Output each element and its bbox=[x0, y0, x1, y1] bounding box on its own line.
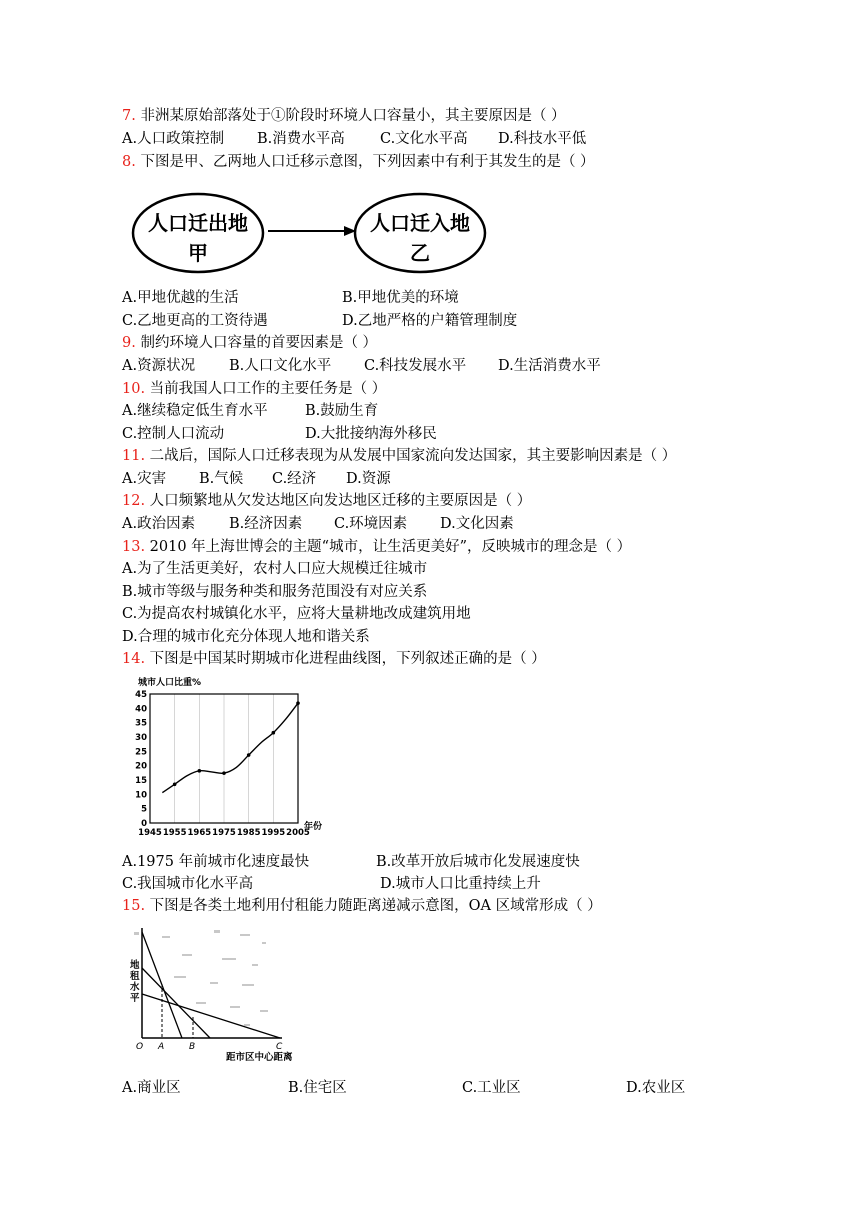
data-point bbox=[173, 783, 177, 787]
migration-diagram bbox=[130, 190, 500, 276]
question-stem: 人口频繁地从欠发达地区向发达地区迁移的主要原因是（ ） bbox=[145, 493, 532, 509]
option-a: A.为了生活更美好，农村人口应大规模迁往城市 bbox=[122, 561, 428, 577]
option-d: D.科技水平低 bbox=[498, 131, 587, 147]
option-b: B.甲地优美的环境 bbox=[342, 290, 459, 306]
question-12 bbox=[122, 491, 531, 511]
data-point bbox=[198, 769, 202, 773]
question-stem: 2010 年上海世博会的主题“城市，让生活更美好”，反映城市的理念是（ ） bbox=[145, 539, 632, 555]
data-point bbox=[296, 701, 300, 705]
option-c: C.文化水平高 bbox=[380, 131, 468, 147]
option-b: B.人口文化水平 bbox=[229, 358, 332, 374]
option-b: B.鼓励生育 bbox=[305, 403, 379, 419]
y-tick-label: 0 bbox=[141, 819, 147, 829]
y-tick-label: 30 bbox=[135, 733, 147, 743]
point-a-label: A bbox=[158, 1042, 165, 1052]
option-d: D.乙地严格的户籍管理制度 bbox=[342, 313, 518, 329]
option-b: B.改革开放后城市化发展速度快 bbox=[376, 854, 580, 870]
y-tick-label: 10 bbox=[135, 790, 147, 801]
question-number: 14. bbox=[122, 651, 146, 667]
option-d: D.大批接纳海外移民 bbox=[305, 426, 437, 442]
x-axis-title: 距市区中心距离 bbox=[226, 1052, 293, 1063]
y-axis-title-char: 平 bbox=[130, 993, 140, 1004]
x-tick-label: 1945 bbox=[138, 828, 162, 838]
y-tick-label: 15 bbox=[135, 776, 147, 786]
option-b: B.经济因素 bbox=[229, 516, 303, 532]
series-line bbox=[162, 703, 298, 792]
question-stem: 二战后，国际人口迁移表现为从发展中国家流向发达国家，其主要影响因素是（ ） bbox=[145, 448, 677, 464]
industrial-rent-line bbox=[142, 994, 280, 1038]
option-c: C.为提高农村城镇化水平，应将大量耕地改成建筑用地 bbox=[122, 606, 471, 622]
option-c: C.工业区 bbox=[462, 1080, 521, 1096]
option-a: A.继续稳定低生育水平 bbox=[122, 403, 268, 419]
question-number: 11. bbox=[122, 448, 146, 464]
option-d: D.农业区 bbox=[626, 1080, 686, 1096]
y-axis-title: 城市人口比重% bbox=[138, 678, 202, 688]
option-c: C.经济 bbox=[272, 471, 317, 487]
rent-distance-chart bbox=[122, 924, 312, 1066]
option-a: A.人口政策控制 bbox=[122, 131, 225, 147]
option-d: D.资源 bbox=[346, 471, 391, 487]
question-13 bbox=[122, 537, 631, 557]
y-tick-label: 5 bbox=[141, 804, 147, 815]
option-b: B.住宅区 bbox=[288, 1080, 347, 1096]
question-14 bbox=[122, 649, 546, 669]
question-10 bbox=[122, 379, 386, 399]
question-15 bbox=[122, 896, 602, 916]
destination-label: 人口迁入地 bbox=[370, 211, 470, 235]
destination-name: 乙 bbox=[410, 241, 430, 265]
point-b-label: B bbox=[189, 1042, 196, 1052]
question-9 bbox=[122, 333, 377, 353]
question-8 bbox=[122, 152, 595, 172]
y-axis-title-char: 租 bbox=[130, 971, 140, 982]
y-axis-title bbox=[130, 959, 140, 1004]
data-point bbox=[272, 731, 276, 735]
option-c: C.我国城市化水平高 bbox=[122, 876, 254, 892]
question-7 bbox=[122, 106, 566, 126]
y-tick-label: 20 bbox=[135, 761, 147, 772]
y-axis-title-char: 水 bbox=[130, 982, 140, 993]
y-axis-title-char: 地 bbox=[130, 960, 140, 971]
option-a: A.甲地优越的生活 bbox=[122, 290, 239, 306]
point-c-label: C bbox=[276, 1042, 283, 1052]
question-number: 12. bbox=[122, 493, 146, 509]
x-tick-label: 2005 bbox=[286, 828, 310, 838]
option-c: C.环境因素 bbox=[334, 516, 408, 532]
y-tick-label: 35 bbox=[135, 718, 147, 729]
option-a: A.商业区 bbox=[122, 1080, 181, 1096]
question-stem: 下图是各类土地利用付租能力随距离递减示意图，OA 区域常形成（ ） bbox=[145, 898, 602, 914]
option-a: A.政治因素 bbox=[122, 516, 196, 532]
urbanization-chart bbox=[128, 674, 333, 842]
option-b: B.气候 bbox=[199, 471, 244, 487]
option-b: B.消费水平高 bbox=[257, 131, 345, 147]
origin-label: 人口迁出地 bbox=[148, 211, 248, 235]
x-tick-label: 1985 bbox=[236, 828, 261, 838]
data-point bbox=[222, 771, 226, 775]
question-number: 10. bbox=[122, 381, 146, 397]
option-d: D.城市人口比重持续上升 bbox=[380, 876, 541, 892]
option-d: D.合理的城市化充分体现人地和谐关系 bbox=[122, 629, 370, 645]
y-tick-label: 45 bbox=[135, 690, 147, 700]
question-number: 7. bbox=[122, 108, 136, 124]
x-tick-label: 1965 bbox=[187, 828, 212, 838]
question-number: 13. bbox=[122, 539, 146, 555]
y-tick-label: 40 bbox=[135, 704, 147, 715]
option-a: A.资源状况 bbox=[122, 358, 196, 374]
option-a: A.灾害 bbox=[122, 471, 167, 487]
x-tick-label: 1955 bbox=[162, 828, 187, 838]
option-c: C.乙地更高的工资待遇 bbox=[122, 313, 268, 329]
x-axis-title: 年份 bbox=[304, 822, 323, 832]
x-tick-label: 1995 bbox=[261, 828, 286, 838]
option-c: C.科技发展水平 bbox=[364, 358, 467, 374]
question-stem: 非洲某原始部落处于①阶段时环境人口容量小，其主要原因是（ ） bbox=[135, 108, 566, 124]
x-tick-label: 1975 bbox=[212, 828, 236, 838]
y-tick-label: 25 bbox=[135, 747, 147, 758]
question-stem: 当前我国人口工作的主要任务是（ ） bbox=[145, 381, 387, 397]
option-b: B.城市等级与服务种类和服务范围没有对应关系 bbox=[122, 584, 428, 600]
background-noise bbox=[134, 930, 268, 1026]
option-a: A.1975 年前城市化速度最快 bbox=[122, 854, 310, 870]
question-number: 8. bbox=[122, 154, 136, 170]
data-point bbox=[247, 753, 251, 757]
origin-label: O bbox=[136, 1042, 144, 1052]
question-number: 9. bbox=[122, 335, 136, 351]
question-11 bbox=[122, 446, 676, 466]
option-d: D.文化因素 bbox=[440, 516, 514, 532]
option-d: D.生活消费水平 bbox=[498, 358, 601, 374]
question-number: 15. bbox=[122, 898, 146, 914]
question-stem: 下图是甲、乙两地人口迁移示意图，下列因素中有利于其发生的是（ ） bbox=[135, 154, 595, 170]
question-stem: 下图是中国某时期城市化进程曲线图，下列叙述正确的是（ ） bbox=[145, 651, 546, 667]
option-c: C.控制人口流动 bbox=[122, 426, 225, 442]
origin-name: 甲 bbox=[188, 241, 208, 265]
question-stem: 制约环境人口容量的首要因素是（ ） bbox=[135, 335, 378, 351]
